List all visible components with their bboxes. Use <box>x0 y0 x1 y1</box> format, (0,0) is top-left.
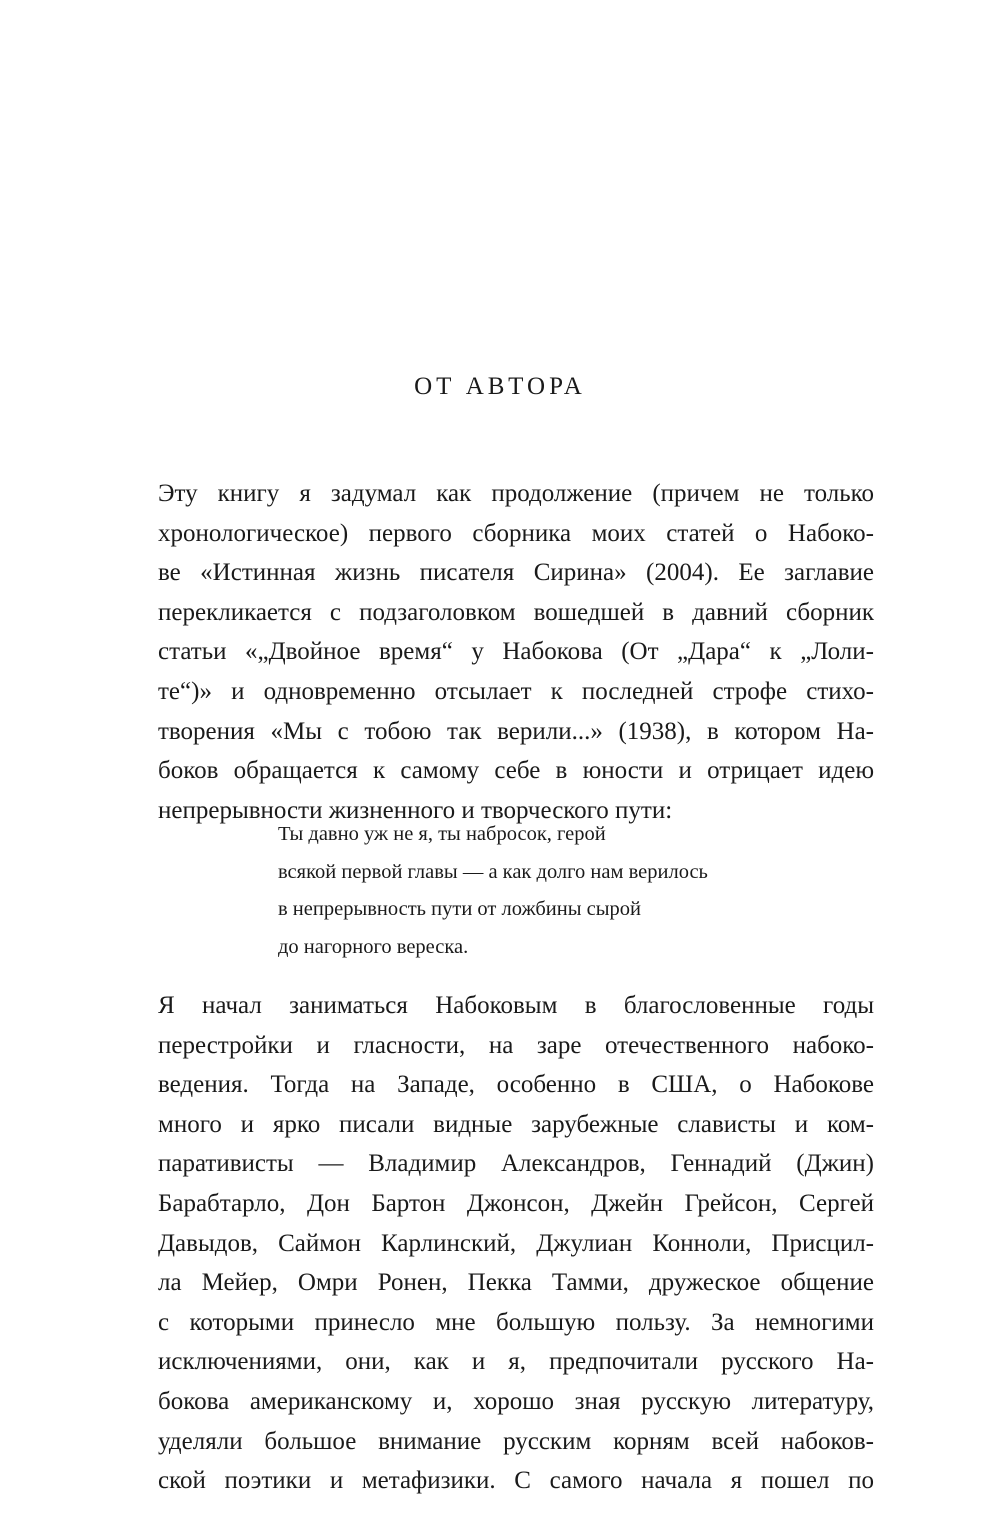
verse-line: до нагорного вереска. <box>278 935 469 958</box>
text-line: исключениями, они, как и я, предпочитали русского На- <box>158 1348 874 1376</box>
text-line: статьи «„Двойное время“ у Набокова (От „Дара“ к „Лоли- <box>158 638 874 666</box>
text-line: с которыми принесло мне большую пользу. За немногими <box>158 1308 874 1336</box>
text-line: перекликается с подзаголовком вошедшей в давний сборник <box>158 598 874 626</box>
text-line: боков обращается к самому себе в юности и отрицает идею <box>158 757 874 785</box>
text-line: ведения. Тогда на Западе, особенно в США, о Набокове <box>158 1071 874 1099</box>
text-line: ве «Истинная жизнь писателя Сирина» (2004). Ее заглавие <box>158 559 874 587</box>
text-line: Эту книгу я задумал как продолжение (причем не только <box>158 480 874 507</box>
text-line: ла Мейер, Омри Ронен, Пекка Тамми, дружеское общение <box>158 1269 874 1297</box>
text-line: ской поэтики и метафизики. С самого начала я пошел по <box>158 1467 874 1495</box>
text-line: паративисты — Владимир Александров, Геннадий (Джин) <box>158 1150 874 1178</box>
verse-line: в непрерывность пути от ложбины сырой <box>278 898 641 920</box>
paragraph-second <box>158 986 874 1501</box>
paragraph-intro <box>158 474 874 830</box>
text-line: Я начал заниматься Набоковым в благословенные годы <box>158 992 874 1019</box>
verse-line: Ты давно уж не я, ты набросок, герой <box>278 823 606 845</box>
text-line: перестройки и гласности, на заре отечественного набоко- <box>158 1031 874 1059</box>
verse-line: всякой первой главы — а как долго нам верилось <box>278 860 708 883</box>
text-line: бокова американскому и, хорошо зная русскую литературу, <box>158 1387 874 1415</box>
page-title: ОТ АВТОРА <box>414 373 586 400</box>
text-line: Барабтарло, Дон Бартон Джонсон, Джейн Грейсон, Сергей <box>158 1189 874 1217</box>
text-line: много и ярко писали видные зарубежные слависты и ком- <box>158 1110 874 1138</box>
text-line: хронологическое) первого сборника моих статей о Набоко- <box>158 519 874 547</box>
text-line: непрерывности жизненного и творческого пути: <box>158 796 673 824</box>
text-line: Давыдов, Саймон Карлинский, Джулиан Конноли, Присцил- <box>158 1229 874 1257</box>
text-line: творения «Мы с тобою так верили...» (1938), в котором На- <box>158 717 874 745</box>
text-line: уделяли большое внимание русским корням всей набоков- <box>158 1427 874 1455</box>
text-line: те“)» и одновременно отсылает к последней строфе стихо- <box>158 677 874 705</box>
verse-quote <box>278 816 708 966</box>
